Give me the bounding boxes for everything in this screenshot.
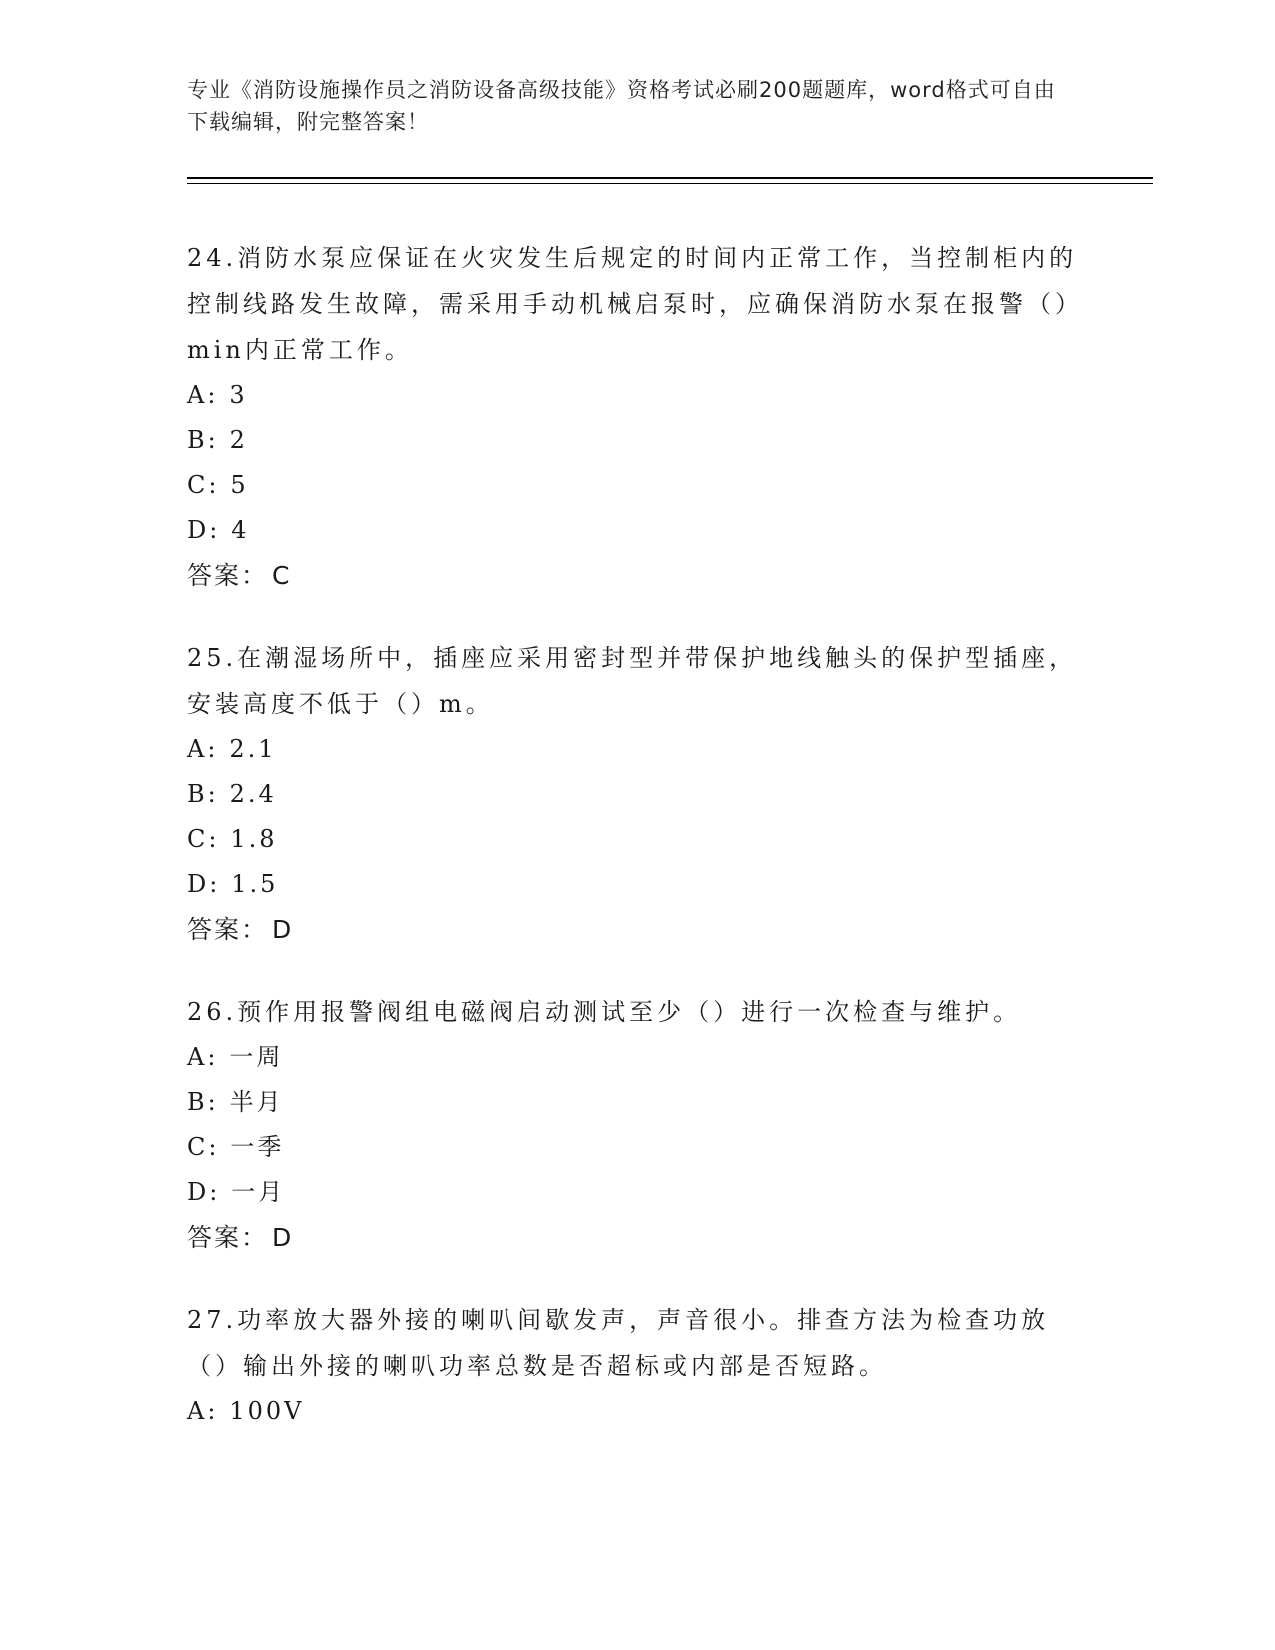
option-key: A: [187, 1397, 208, 1425]
option-c: [187, 1125, 1087, 1170]
option-b: [187, 418, 1087, 463]
question-24: [187, 235, 1087, 599]
option-separator: :: [207, 780, 219, 808]
document-intro: 专业《消防设施操作员之消防设备高级技能》资格考试必刷200题题库，word格式可自由下载编辑，附完整答案！: [187, 78, 1056, 134]
option-separator: :: [207, 735, 219, 763]
option-separator: :: [208, 1133, 220, 1161]
option-text: 一周: [229, 1043, 284, 1071]
option-separator: :: [207, 1397, 219, 1425]
option-c: [187, 817, 1087, 862]
option-separator: :: [207, 1088, 219, 1116]
question-list: [187, 235, 1087, 1470]
option-text: 一季: [230, 1133, 285, 1161]
answer-label: 答案：: [187, 561, 269, 590]
option-key: A: [187, 735, 208, 763]
option-key: B: [187, 426, 208, 454]
option-separator: :: [207, 381, 219, 409]
option-separator: :: [208, 471, 220, 499]
answer-line: [187, 907, 1087, 953]
answer-value: C: [272, 561, 292, 590]
option-d: [187, 1170, 1087, 1215]
option-separator: :: [207, 1043, 219, 1071]
option-text: 100V: [229, 1397, 305, 1425]
option-key: B: [187, 780, 208, 808]
option-text: 2.4: [229, 780, 277, 808]
option-key: C: [187, 1133, 209, 1161]
answer-value: D: [272, 915, 294, 944]
question-26: [187, 989, 1087, 1261]
option-separator: :: [209, 516, 221, 544]
option-separator: :: [207, 426, 219, 454]
option-text: 1.5: [231, 870, 279, 898]
header-divider-thin: [187, 183, 1153, 184]
answer-label: 答案：: [187, 915, 269, 944]
question-stem: 24.消防水泵应保证在火灾发生后规定的时间内正常工作，当控制柜内的控制线路发生故障，需采用手动机械启泵时，应确保消防水泵在报警（）min内正常工作。: [187, 244, 1083, 364]
option-b: [187, 772, 1087, 817]
option-separator: :: [209, 870, 221, 898]
option-separator: :: [208, 825, 220, 853]
option-text: 1.8: [230, 825, 278, 853]
question-stem: 27.功率放大器外接的喇叭间歇发声，声音很小。排查方法为检查功放（）输出外接的喇叭功率总数是否超标或内部是否短路。: [187, 1306, 1050, 1380]
option-text: 半月: [229, 1088, 284, 1116]
option-text: 4: [231, 516, 250, 544]
option-text: 2.1: [229, 735, 277, 763]
option-key: D: [187, 870, 210, 898]
answer-line: [187, 553, 1087, 599]
option-text: 一月: [231, 1178, 286, 1206]
answer-label: 答案：: [187, 1223, 269, 1252]
option-key: A: [187, 1043, 208, 1071]
option-key: A: [187, 381, 208, 409]
header-divider-thick: [187, 177, 1153, 179]
option-key: D: [187, 516, 210, 544]
option-a: [187, 1035, 1087, 1080]
option-a: [187, 1389, 1087, 1434]
option-text: 5: [230, 471, 249, 499]
question-25: [187, 635, 1087, 953]
option-d: [187, 508, 1087, 553]
question-27: [187, 1297, 1087, 1434]
option-key: C: [187, 471, 209, 499]
question-stem: 26.预作用报警阀组电磁阀启动测试至少（）进行一次检查与维护。: [187, 998, 1022, 1026]
option-separator: :: [209, 1178, 221, 1206]
answer-value: D: [272, 1223, 294, 1252]
option-text: 2: [229, 426, 248, 454]
option-d: [187, 862, 1087, 907]
question-stem: 25.在潮湿场所中，插座应采用密封型并带保护地线触头的保护型插座，安装高度不低于（）m。: [187, 644, 1078, 718]
option-a: [187, 373, 1087, 418]
option-key: B: [187, 1088, 208, 1116]
option-text: 3: [229, 381, 248, 409]
option-key: C: [187, 825, 209, 853]
answer-line: [187, 1215, 1087, 1261]
option-a: [187, 727, 1087, 772]
option-key: D: [187, 1178, 210, 1206]
option-b: [187, 1080, 1087, 1125]
option-c: [187, 463, 1087, 508]
